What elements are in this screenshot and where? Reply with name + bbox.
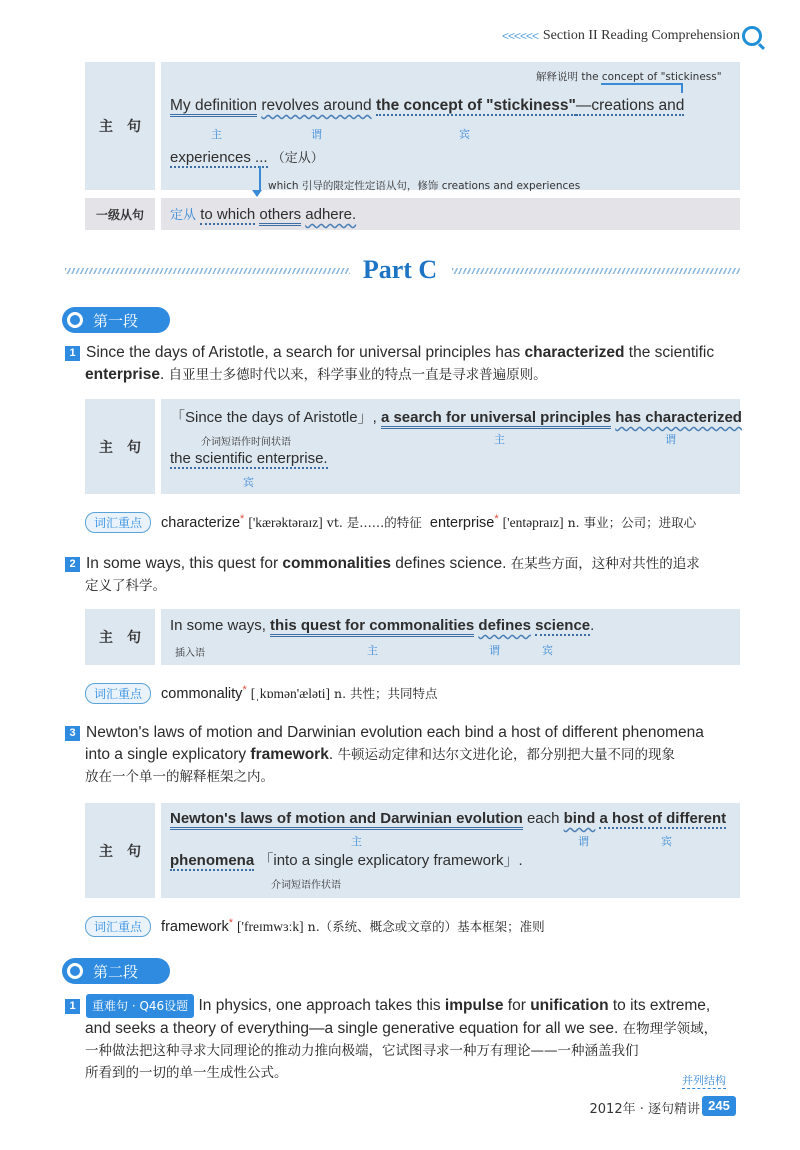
vocab-phonetic: ['kærəktəraɪz]: [248, 515, 323, 530]
sentence-text: In physics, one approach takes this: [194, 997, 445, 1014]
object-phrase: phenomena: [170, 852, 255, 869]
vocab-row: 词汇重点 commonality* [ˌkɒmən'æləti] n. 共性；共同特点: [85, 683, 438, 704]
annotation-note: 介词短语作时间状语: [201, 437, 291, 448]
title-hatch-right: [452, 268, 740, 274]
main-clause-label: 主 句: [85, 399, 155, 494]
object-phrase: the concept of "stickiness": [375, 97, 576, 114]
annotation-connector: [601, 83, 683, 85]
object-continuation: experiences ...: [170, 149, 268, 166]
sentence-text: for: [503, 997, 531, 1014]
adverbial-phrase: 「into a single explicatory framework」.: [258, 852, 523, 869]
sentence-line-2: [170, 147, 324, 166]
sentence-number: 3: [65, 726, 80, 741]
predicate-phrase: bind: [563, 810, 596, 827]
vocab-phonetic: ['freɪmwɜːk]: [237, 919, 304, 934]
sentence-text: Since the days of Aristotle, a search for universal principles has: [86, 344, 525, 361]
sentence-text: Newton's laws of motion and Darwinian evolution each bind a host of different phenomena: [86, 724, 704, 741]
paragraph-2-sentence-1: [65, 994, 745, 1084]
main-clause-box: [161, 803, 740, 898]
sentence-text: into a single explicatory: [85, 746, 251, 763]
page-number: 245: [702, 1096, 736, 1116]
vocab-definition: n.（系统、概念或文章的）基本框架；准则: [307, 919, 545, 934]
sentence-text: .: [328, 746, 334, 763]
sentence-end: .: [590, 617, 595, 634]
vocab-definition: vt. 是……的特征: [326, 515, 422, 530]
header-title: Section II Reading Comprehension: [542, 28, 740, 43]
sentence-text: each: [526, 810, 560, 827]
header-arrows: <<<<<<: [501, 29, 538, 43]
vocab-word: enterprise: [429, 515, 495, 531]
vocab-tag: 词汇重点: [85, 512, 151, 533]
title-hatch-left: [65, 268, 350, 274]
search-badge-icon: [67, 312, 83, 328]
vocab-definition: n. 共性；共同特点: [334, 686, 438, 701]
key-word: framework: [250, 746, 329, 763]
page-header: [0, 26, 800, 50]
vocab-row: 词汇重点 framework* ['freɪmwɜːk] n.（系统、概念或文章的）基本框架；准则: [85, 916, 545, 937]
object-phrase: a host of different: [599, 810, 727, 827]
chinese-translation: 所看到的一切的单一生成性公式。: [85, 1065, 288, 1081]
predicate-phrase: defines: [478, 617, 531, 634]
sentence-number: 1: [65, 999, 80, 1014]
analysis-line-1: [170, 617, 594, 634]
sentence-text: the scientific: [624, 344, 715, 361]
subject-phrase: My definition: [170, 97, 257, 117]
section-title: 第二段: [93, 962, 139, 981]
vocab-tag: 词汇重点: [85, 916, 151, 937]
vocab-word: commonality: [161, 686, 243, 702]
clause-tag: （定从）: [271, 151, 324, 166]
vocab-phonetic: [ˌkɒmən'æləti]: [250, 686, 330, 701]
adverbial-phrase: 「Since the days of Aristotle」,: [170, 409, 377, 426]
section-title: 第一段: [93, 311, 139, 330]
down-arrow-icon: [252, 190, 262, 197]
main-clause-box: [161, 609, 740, 665]
analysis-line-2: [170, 450, 328, 467]
role-object: 宾: [661, 835, 672, 848]
sentence-text: to its extreme,: [608, 997, 711, 1014]
part-title: Part C: [362, 255, 438, 284]
parenthesis-phrase: In some ways,: [170, 617, 266, 634]
subject-phrase: a search for universal principles: [381, 409, 611, 429]
chinese-translation: 在物理学领域，: [622, 1021, 718, 1037]
key-word: impulse: [444, 997, 504, 1014]
role-predicate: 谓: [665, 433, 676, 446]
role-predicate: 谓: [578, 835, 589, 848]
sentence-text: In some ways, this quest for: [86, 555, 283, 572]
role-predicate: 谓: [489, 644, 500, 657]
section-badge-2: [62, 958, 170, 984]
object-phrase: the scientific enterprise.: [170, 450, 328, 467]
sentence-1: [65, 342, 745, 386]
difficulty-tag: 重难句 · Q46设题: [86, 994, 194, 1018]
main-clause-label: 主 句: [85, 609, 155, 665]
role-object: 宾: [542, 644, 553, 657]
main-clause-label: 主 句: [85, 62, 155, 190]
search-badge-icon: [67, 963, 83, 979]
role-subject: 主: [367, 644, 378, 657]
section-badge-1: [62, 307, 170, 333]
sentence-text: .: [159, 366, 165, 383]
vocab-word: framework: [161, 919, 229, 935]
predicate-phrase: revolves around: [261, 97, 372, 114]
sentence-line-1: [170, 97, 684, 115]
annotation-note: 介词短语作状语: [271, 880, 341, 891]
key-word: commonalities: [282, 555, 391, 572]
analysis-line-1: [170, 810, 726, 827]
key-word: characterized: [524, 344, 625, 361]
sentence-3: [65, 722, 745, 788]
sentence-2: [65, 553, 745, 597]
clause-predicate: adhere.: [305, 206, 357, 223]
subordinate-clause-box: [161, 198, 740, 230]
main-clause-box: [161, 399, 740, 494]
subordinate-clause-label: 一级从句: [85, 198, 155, 230]
object-phrase: science: [535, 617, 591, 634]
subject-phrase: this quest for commonalities: [270, 617, 474, 637]
subordinate-line: [170, 204, 356, 223]
sentence-text: defines science.: [390, 555, 507, 572]
key-word: enterprise: [85, 366, 160, 383]
role-predicate: 谓: [311, 128, 322, 141]
chinese-translation: 在某些方面，这种对共性的追求: [510, 556, 700, 572]
chinese-translation: 放在一个单一的解释框架之内。: [85, 769, 274, 785]
structure-tag: 并列结构: [682, 1074, 726, 1087]
main-clause-box: [161, 62, 740, 190]
chinese-translation: 自亚里士多德时代以来，科学事业的特点一直是寻求普遍原则。: [168, 367, 547, 383]
vocab-definition: n. 事业；公司；进取心: [567, 515, 697, 530]
chinese-translation: 定义了科学。: [85, 578, 166, 594]
arrow-connector: [259, 166, 261, 190]
sentence-number: 2: [65, 557, 80, 572]
clause-note: which 引导的限定性定语从句，修饰 creations and experiences: [268, 180, 581, 192]
role-object: 宾: [459, 128, 470, 141]
analysis-line-1: [170, 406, 742, 427]
appositive-phrase: —creations and: [575, 97, 685, 114]
analysis-line-2: [170, 849, 523, 870]
main-clause-label: 主 句: [85, 803, 155, 898]
relative-pronoun-phrase: to which: [200, 206, 256, 223]
role-subject: 主: [211, 128, 222, 141]
vocab-tag: 词汇重点: [85, 683, 151, 704]
vocab-phonetic: ['entəpraɪz]: [502, 515, 564, 530]
magnifier-icon: [742, 26, 762, 46]
role-subject: 主: [494, 433, 505, 446]
vocab-word: characterize: [161, 515, 241, 531]
role-subject: 主: [351, 835, 362, 848]
vocab-row: 词汇重点 characterize* ['kærəktəraɪz] vt. 是……的特征 enterprise* ['entəpraɪz] n. 事业；公司；进取心: [85, 512, 696, 533]
chinese-translation: 一种做法把这种寻求大同理论的推动力推向极端，它试图寻求一种万有理论——一种涵盖我们: [85, 1043, 639, 1059]
clause-subject: others: [259, 206, 301, 226]
clause-prefix: 定从: [170, 208, 197, 223]
annotation-note: 插入语: [175, 648, 205, 659]
predicate-phrase: has characterized: [615, 409, 742, 426]
role-object: 宾: [243, 476, 254, 489]
footer-text: 2012年 · 逐句精讲: [589, 1102, 700, 1117]
sentence-number: 1: [65, 346, 80, 361]
annotation-note: 解释说明 the concept of "stickiness": [536, 71, 722, 83]
sentence-text: and seeks a theory of everything—a single generative equation for all we see.: [85, 1020, 619, 1037]
subject-phrase: Newton's laws of motion and Darwinian evolution: [170, 810, 523, 830]
key-word: unification: [530, 997, 609, 1014]
chinese-translation: 牛顿运动定律和达尔文进化论，都分别把大量不同的现象: [337, 747, 675, 763]
